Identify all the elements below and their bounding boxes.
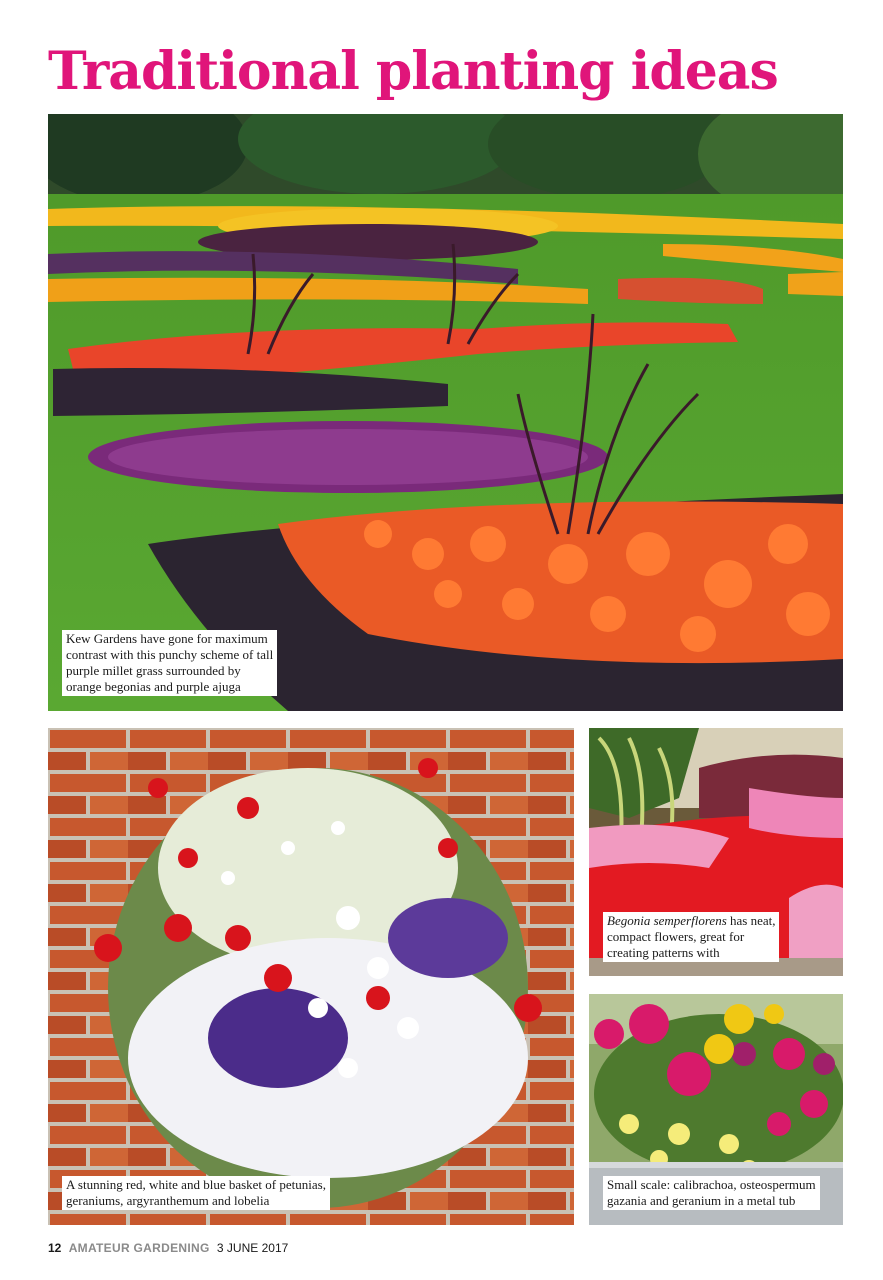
metal-tub-photo <box>589 994 843 1225</box>
begonia-caption: Begonia semperflorens has neat, compact flowers, great for creating patterns with <box>603 912 779 962</box>
hanging-basket-caption: A stunning red, white and blue basket of petunias, geraniums, argyranthemum and lobelia <box>62 1176 330 1210</box>
kew-gardens-caption: Kew Gardens have gone for maximum contrast with this punchy scheme of tall purple millet grass surrounded by orange begonias and purple ajuga <box>62 630 277 696</box>
metal-tub-caption: Small scale: calibrachoa, osteospermum gazania and geranium in a metal tub <box>603 1176 820 1210</box>
page-number: 12 <box>48 1241 62 1255</box>
publication-name: AMATEUR GARDENING <box>68 1241 210 1255</box>
page-footer <box>48 1240 288 1256</box>
page-title: Traditional planting ideas <box>48 41 778 102</box>
issue-date: 3 JUNE 2017 <box>216 1241 289 1255</box>
kew-gardens-photo <box>48 114 843 711</box>
begonia-photo <box>589 728 843 976</box>
hanging-basket-photo <box>48 728 574 1225</box>
